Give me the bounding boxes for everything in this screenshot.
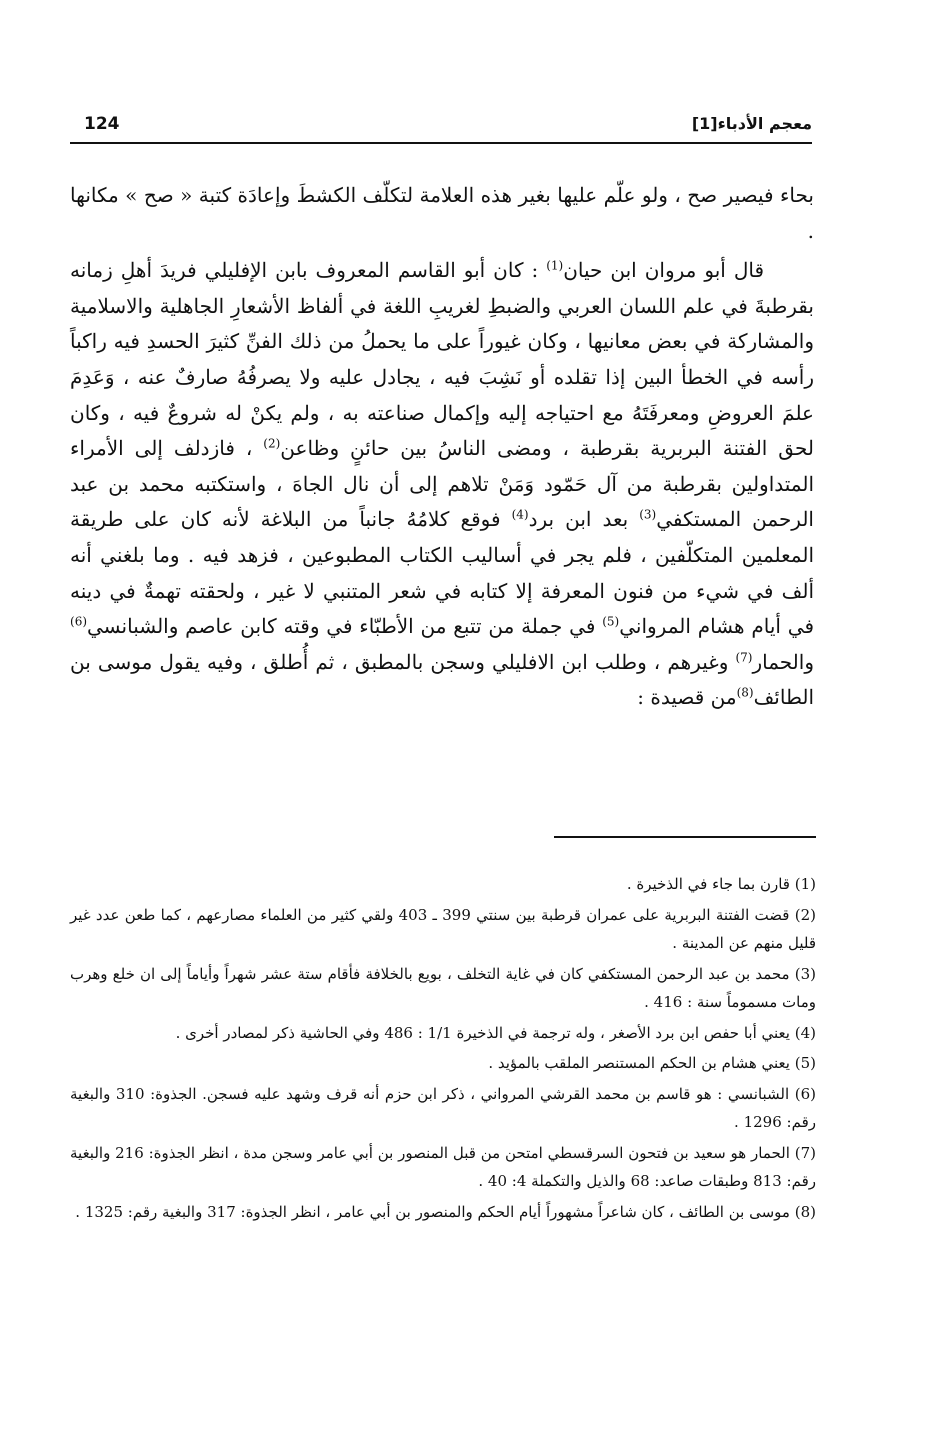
footnote-8: [70, 1198, 816, 1227]
footnote-4: [70, 1019, 816, 1048]
footnote-ref-5[interactable]: (5): [602, 614, 620, 629]
text-segment: فوقع كلامُهُ جانباً من البلاغة لأنه كان على طريقة المعلمين المتكلّفين ، فلم يجر في أساليب الكتاب المطبوعين ، فزهد فيه . وما بلغني أنه ألف في شيء من فنون المعرفة إلا كتابه في شعر المتنبي لا غير ، ولحقته تهمةٌ في دينه في أيام هشام المرواني: [70, 507, 814, 639]
footnote-text: الحمار هو سعيد بن فتحون السرقسطي امتحن من قبل المنصور بن أبي عامر وسجن مدة ، انظر الجذوة: 216 والبغية رقم: 813 وطبقات صاعد: 68 والذيل والتكملة 4: 40 .: [70, 1143, 816, 1190]
footnote-text: قضت الفتنة البربرية على عمران قرطبة بين سنتي 399 ـ 403 ولقي كثير من العلماء مصارعهم ، كما طعن عدد غير قليل منهم عن المدينة .: [70, 905, 816, 952]
text-segment: ، فازدلف إلى الأمراء المتداولين بقرطبة من آل حَمّود وَمَنْ تلاهم إلى أن نال الجاهَ ، واستكتبه محمد بن عبد الرحمن المستكفي: [70, 436, 814, 532]
footnotes: [70, 870, 816, 1228]
footnote-text: يعني هشام بن الحكم المستنصر الملقب بالمؤيد .: [488, 1054, 790, 1072]
footnote-ref-7[interactable]: (7): [735, 650, 753, 665]
footnote-number: (6): [794, 1084, 816, 1103]
text-segment: بعد ابن برد: [528, 507, 640, 532]
footnote-number: (7): [794, 1143, 816, 1162]
footnote-ref-2[interactable]: (2): [263, 436, 281, 451]
footnote-ref-8[interactable]: (8): [736, 685, 754, 700]
footnote-5: [70, 1049, 816, 1078]
page-number: 124: [84, 114, 120, 134]
page-header: [70, 108, 812, 144]
footnote-text: يعني أبا حفص ابن برد الأصغر ، وله ترجمة في الذخيرة 1/1 : 486 وفي الحاشية ذكر لمصادر أخرى .: [175, 1023, 790, 1042]
text-segment: : كان أبو القاسم المعروف بابن الإفليلي فريدَ أهلِ زمانه بقرطبةَ في علم اللسان العربي والضبطِ لغريبِ اللغة في ألفاظ الأشعارِ الجاهلية والاسلامية والمشاركة في بعض معانيها ، وكان غيوراً على ما يحملُ من ذلك الفنِّ كثيرَ الحسدِ فيه راكباً رأسه في الخطأ البين إذا تقلده أو نَشِبَ فيه ، يجادل عليه ولا يصرفُهُ صارفٌ عنه ، وَعَدِمَ علمَ العروضِ ومعرفَتَهُ مع احتياجه إليه وإكمال صناعته به ، ولم يكنْ له شروعٌ فيه ، وكان لحق الفتنة البربرية بقرطبة ، ومضى الناسُ بين حائنٍ وظاعن: [70, 258, 814, 461]
footnote-ref-1[interactable]: (1): [546, 258, 564, 273]
footnote-number: (5): [794, 1054, 816, 1072]
footnote-text: قارن بما جاء في الذخيرة .: [626, 875, 790, 893]
text-segment: قال أبو مروان ابن حيان: [563, 258, 764, 283]
footnote-6: [70, 1080, 816, 1137]
footnote-number: (2): [794, 905, 816, 924]
text-segment: وغيرهم ، وطلب ابن الافليلي وسجن بالمطبق ، ثم أُطلق ، وفيه يقول موسى بن الطائف: [70, 649, 814, 710]
footnote-number: (3): [794, 964, 816, 983]
footnote-ref-6[interactable]: (6): [70, 614, 88, 629]
text-segment: والحمار: [752, 649, 814, 674]
footnote-7: [70, 1139, 816, 1196]
paragraph-1: بحاء فيصير صح ، ولو علّم عليها بغير هذه العلامة لتكلّف الكشطَ وإعادَة كتبة « صح » مكانها .: [70, 183, 814, 243]
footnote-2: [70, 901, 816, 958]
footnote-text: الشبانسي : هو قاسم بن محمد القرشي المرواني ، ذكر ابن حزم أنه قرف وشهد عليه فسجن. الجذوة: 310 والبغية رقم: 1296 .: [70, 1084, 816, 1131]
footnote-separator: [554, 836, 816, 838]
footnote-number: (4): [794, 1023, 816, 1042]
footnote-ref-4[interactable]: (4): [511, 507, 529, 522]
text-segment: من قصيدة :: [637, 685, 737, 710]
footnote-number: (8): [794, 1202, 816, 1221]
footnote-ref-3[interactable]: (3): [639, 507, 657, 522]
footnote-text: محمد بن عبد الرحمن المستكفي كان في غاية التخلف ، بويع بالخلافة فأقام ستة عشر شهراً وأياماً إلى ان خلع وهرب ومات مسموماً سنة : 416 .: [70, 964, 816, 1011]
paragraph-2: [70, 253, 814, 716]
footnote-3: [70, 960, 816, 1017]
footnote-1: [70, 870, 816, 899]
running-title: معجم الأدباء[1]: [691, 114, 812, 133]
text-segment: في جملة من تتبع من الأطبّاء في وقته كابن عاصم والشبانسي: [87, 614, 603, 639]
footnote-text: موسى بن الطائف ، كان شاعراً مشهوراً أيام الحكم والمنصور بن أبي عامر ، انظر الجذوة: 317 والبغية رقم: 1325 .: [75, 1202, 790, 1221]
footnote-number: (1): [794, 875, 816, 893]
main-text: [70, 178, 814, 716]
